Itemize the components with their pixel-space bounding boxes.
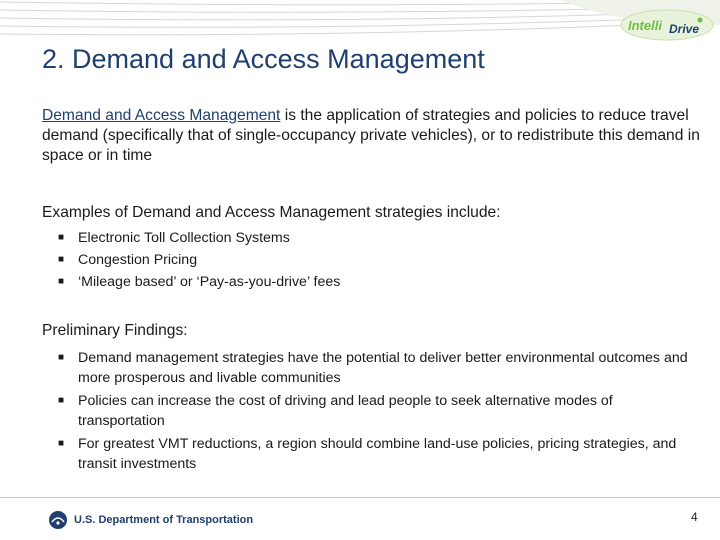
intellidrive-logo [620, 8, 715, 42]
list-item: ■ Congestion Pricing [58, 252, 198, 268]
list-item: ■ ‘Mileage based’ or ‘Pay-as-you-drive’ fees [58, 274, 341, 290]
logo-text-drive: Drive [669, 22, 700, 36]
square-bullet-icon: ■ [58, 395, 65, 406]
square-bullet-icon: ■ [58, 352, 65, 363]
list-item: ■ For greatest VMT reductions, a region should combine land-use policies, pricing strategies, and transit investments [58, 436, 677, 472]
examples-heading: Examples of Demand and Access Management strategies include: [42, 204, 501, 221]
findings-list [58, 348, 698, 474]
page-number: 4 [691, 510, 698, 524]
square-bullet-icon: ■ [58, 232, 65, 243]
intro-paragraph [42, 106, 702, 166]
slide-title: 2. Demand and Access Management [42, 44, 485, 74]
square-bullet-icon: ■ [58, 254, 65, 265]
findings-heading: Preliminary Findings: [42, 322, 188, 339]
list-item: ■ Electronic Toll Collection Systems [58, 230, 290, 246]
logo-text-intelli: Intelli [628, 18, 662, 33]
footer-divider [0, 497, 720, 498]
intro-text: is the application of strategies and policies to reduce travel demand (specifically that of single-occupancy private vehicles), or to redistribute this demand in space or in time [42, 107, 700, 164]
footer-dept-name: U.S. Department of Transportation [74, 514, 254, 526]
list-item: ■ Demand management strategies have the potential to deliver better environmental outcomes and more prosperous and livable communities [58, 350, 688, 386]
dot-seal-icon [48, 510, 68, 530]
examples-list [58, 228, 698, 294]
list-item: ■ Policies can increase the cost of driving and lead people to seek alternative modes of transportation [58, 393, 613, 429]
intro-term-link[interactable]: Demand and Access Management [42, 107, 281, 124]
square-bullet-icon: ■ [58, 276, 65, 287]
square-bullet-icon: ■ [58, 438, 65, 449]
